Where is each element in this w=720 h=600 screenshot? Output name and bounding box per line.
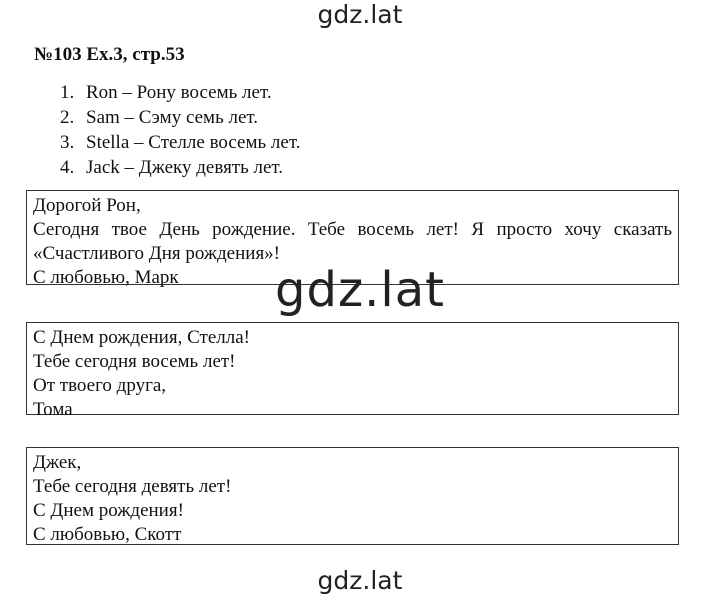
list-number: 1. [60,82,75,103]
answer-list [60,80,300,180]
watermark-top: gdz.lat [317,0,403,29]
list-text: Stella – Стелле восемь лет. [86,132,301,153]
letter-line: Тебе сегодня девять лет! [33,476,232,497]
watermark-bottom: gdz.lat [317,566,403,595]
watermark-middle: gdz.lat [275,262,445,318]
letter-line: С любовью, Скотт [33,524,182,545]
letter-line: «Счастливого Дня рождения»! [33,243,281,264]
letter-line: Дорогой Рон, [33,195,141,216]
letter-line: Сегодня твое День рождение. Тебе восемь лет! Я просто хочу сказать [33,219,672,240]
letter-box-stella [26,322,679,420]
list-text: Sam – Сэму семь лет. [86,107,259,128]
letter-line: С Днем рождения, Стелла! [33,327,250,348]
list-number: 3. [60,132,75,153]
letter-line: От твоего друга, [33,375,167,396]
letter-box-jack [26,447,679,545]
list-item [60,155,300,180]
list-item [60,105,300,130]
exercise-heading: №103 Ex.3, стр.53 [34,44,185,65]
list-item [60,80,300,105]
list-text: Ron – Рону восемь лет. [86,82,272,103]
letter-line: С Днем рождения! [33,500,184,521]
list-number: 4. [60,157,75,178]
list-text: Jack – Джеку девять лет. [86,157,284,178]
letter-line: Тома [33,399,73,420]
list-item [60,130,300,155]
letter-line: Тебе сегодня восемь лет! [33,351,236,372]
list-number: 2. [60,107,75,128]
letter-line: Джек, [33,452,82,473]
letter-line: С любовью, Марк [33,267,179,288]
